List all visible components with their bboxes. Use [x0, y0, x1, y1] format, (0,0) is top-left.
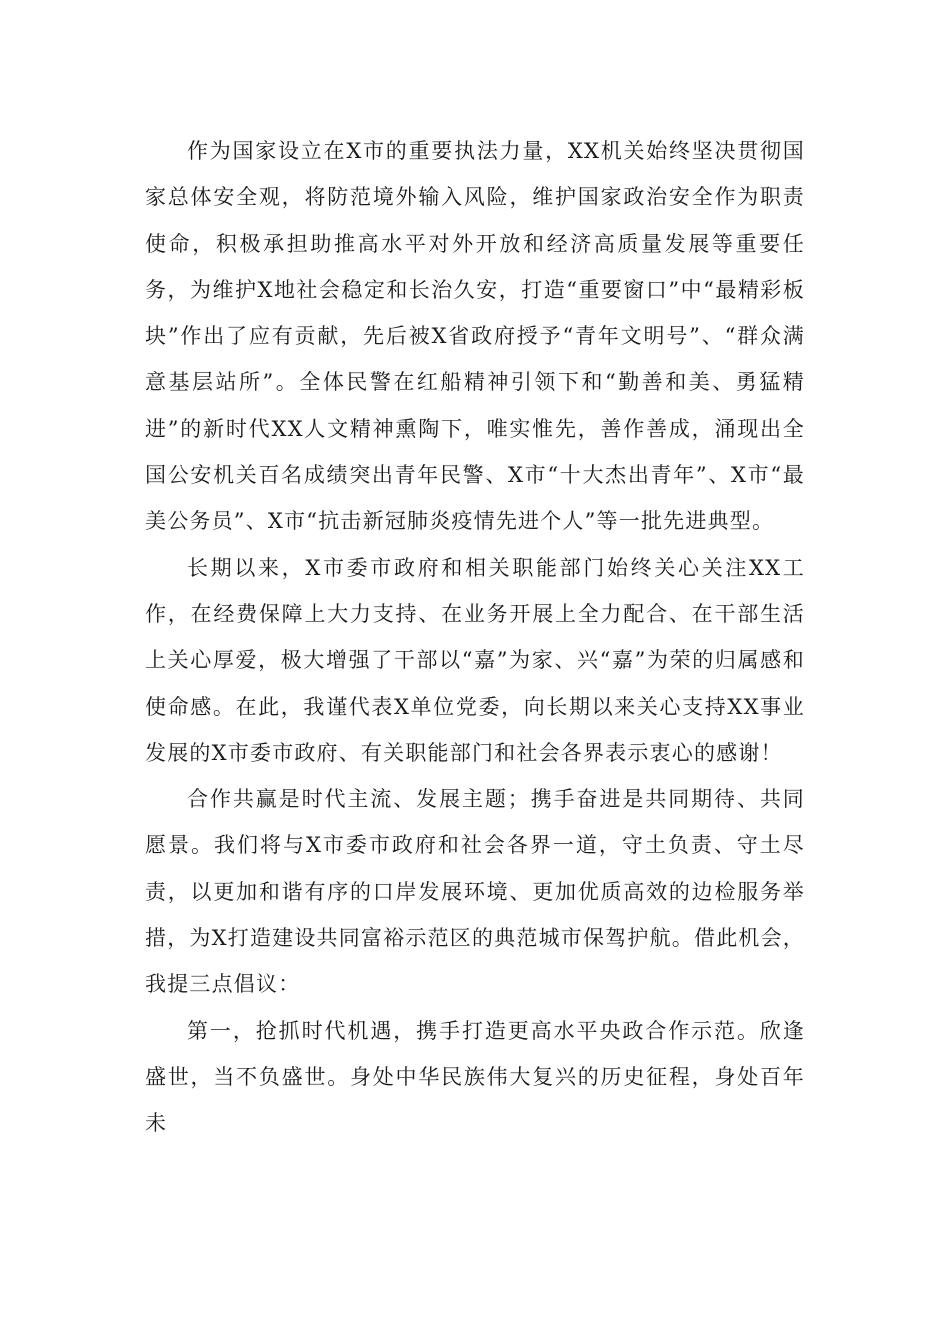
document-body: [145, 128, 805, 1147]
paragraph-1: 作为国家设立在X市的重要执法力量，XX机关始终坚决贯彻国家总体安全观，将防范境外输入风险，维护国家政治安全作为职责使命，积极承担助推高水平对外开放和经济高质量发展等重要任务，为维护X地社会稳定和长治久安，打造“重要窗口”中“最精彩板块”作出了应有贡献，先后被X省政府授予“青年文明号”、“群众满意基层站所”。全体民警在红船精神引领下和“勤善和美、勇猛精进”的新时代XX人文精神熏陶下，唯实惟先，善作善成，涌现出全国公安机关百名成绩突出青年民警、X市“十大杰出青年”、X市“最美公务员”、X市“抗击新冠肺炎疫情先进个人”等一批先进典型。: [145, 139, 805, 534]
paragraph-2: 长期以来，X市委市政府和相关职能部门始终关心关注XX工作，在经费保障上大力支持、在业务开展上全力配合、在干部生活上关心厚爱，极大增强了干部以“嘉”为家、兴“嘉”为荣的归属感和使命感。在此，我谨代表X单位党委，向长期以来关心支持XX事业发展的X市委市政府、有关职能部门和社会各界表示衷心的感谢！: [145, 555, 805, 765]
paragraph-4: 第一，抢抓时代机遇，携手打造更高水平央政合作示范。欣逢盛世，当不负盛世。身处中华民族伟大复兴的历史征程，身处百年未: [145, 1018, 805, 1136]
paragraph-3: 合作共赢是时代主流、发展主题；携手奋进是共同期待、共同愿景。我们将与X市委市政府和社会各界一道，守土负责、守土尽责，以更加和谐有序的口岸发展环境、更加优质高效的边检服务举措，为X打造建设共同富裕示范区的典范城市保驾护航。借此机会，我提三点倡议：: [145, 787, 805, 997]
